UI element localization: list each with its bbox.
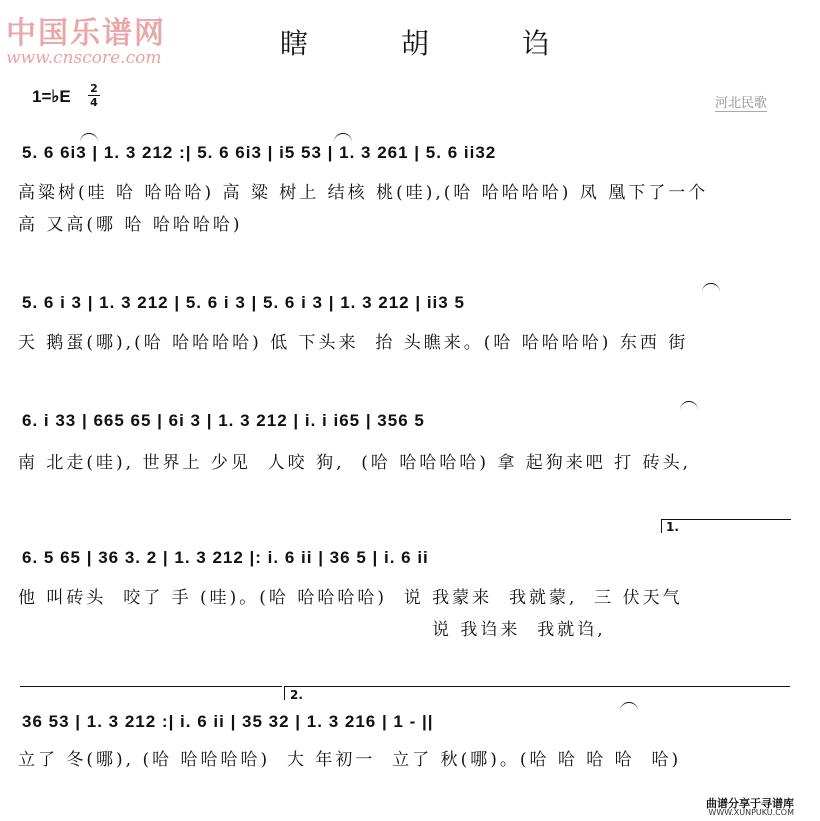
ending-bracket-2 <box>284 686 790 687</box>
meter-top: 2 <box>90 82 98 95</box>
score-row-5: 36 53 | 1. 3 212 :| i. 6 ii | 35 32 | 1. 3 216 | 1 - || <box>22 712 434 731</box>
lyric-row-1-verse-2: 高 又高(哪 哈 哈哈哈哈) <box>18 215 243 235</box>
ending-bracket-1 <box>661 519 791 520</box>
lyric-row-5: 立了 冬(哪), (哈 哈哈哈哈) 大 年初一 立了 秋(哪)。(哈 哈 哈 哈 哈) <box>18 750 682 770</box>
ending-bracket-2-tick <box>284 686 285 700</box>
lyric-row-3: 南 北走(哇), 世界上 少见 人咬 狗, (哈 哈哈哈哈) 拿 起狗来吧 打 砖头, <box>18 453 691 473</box>
lyric-row-4-verse-1: 他 叫砖头 咬了 手 (哇)。(哈 哈哈哈哈) 说 我蒙来 我就蒙, 三 伏天气 <box>18 588 683 608</box>
key-signature: 1=♭E <box>32 87 71 106</box>
song-origin: 河北民歌 <box>715 92 767 112</box>
lyric-row-2: 天 鹅蛋(哪),(哈 哈哈哈哈) 低 下头来 抬 头瞧来。(哈 哈哈哈哈) 东西 街 <box>18 333 689 353</box>
slur-mark <box>80 133 98 142</box>
score-row-4: 6. 5 65 | 36 3. 2 | 1. 3 212 |: i. 6 ii | 36 5 | i. 6 ii <box>22 548 429 567</box>
time-signature <box>88 83 100 108</box>
lyric-row-4-verse-2: 说 我诌来 我就诌, <box>432 620 606 640</box>
ending-label-2: 2. <box>290 688 303 702</box>
slur-mark <box>702 283 720 292</box>
watermark-url: www.cnscore.com <box>6 48 162 68</box>
slur-mark <box>680 401 698 410</box>
slur-mark <box>334 133 352 142</box>
ending-label-1: 1. <box>666 520 679 534</box>
ending-bracket-1-continued <box>20 686 282 687</box>
slur-mark <box>620 702 638 711</box>
footer-credit: 曲谱分享于寻谱库 <box>706 797 794 810</box>
score-row-1: 5. 6 6i3 | 1. 3 212 :| 5. 6 6i3 | i5 53 | 1. 3 261 | 5. 6 ii32 <box>22 143 497 162</box>
song-title: 瞎 胡 诌 <box>280 27 592 60</box>
footer-url: WWW.XUNPUKU.COM <box>708 808 794 817</box>
meter-bottom: 4 <box>90 96 98 109</box>
lyric-row-1-verse-1: 高粱树(哇 哈 哈哈哈) 高 粱 树上 结核 桃(哇),(哈 哈哈哈哈) 凤 凰下了一个 <box>18 183 709 203</box>
score-row-2: 5. 6 i 3 | 1. 3 212 | 5. 6 i 3 | 5. 6 i 3 | 1. 3 212 | ii3 5 <box>22 293 465 312</box>
score-row-3: 6. i 33 | 665 65 | 6i 3 | 1. 3 212 | i. i i65 | 356 5 <box>22 411 425 430</box>
ending-bracket-1-tick <box>661 519 662 533</box>
watermark-cn: 中国乐谱网 <box>6 16 166 51</box>
